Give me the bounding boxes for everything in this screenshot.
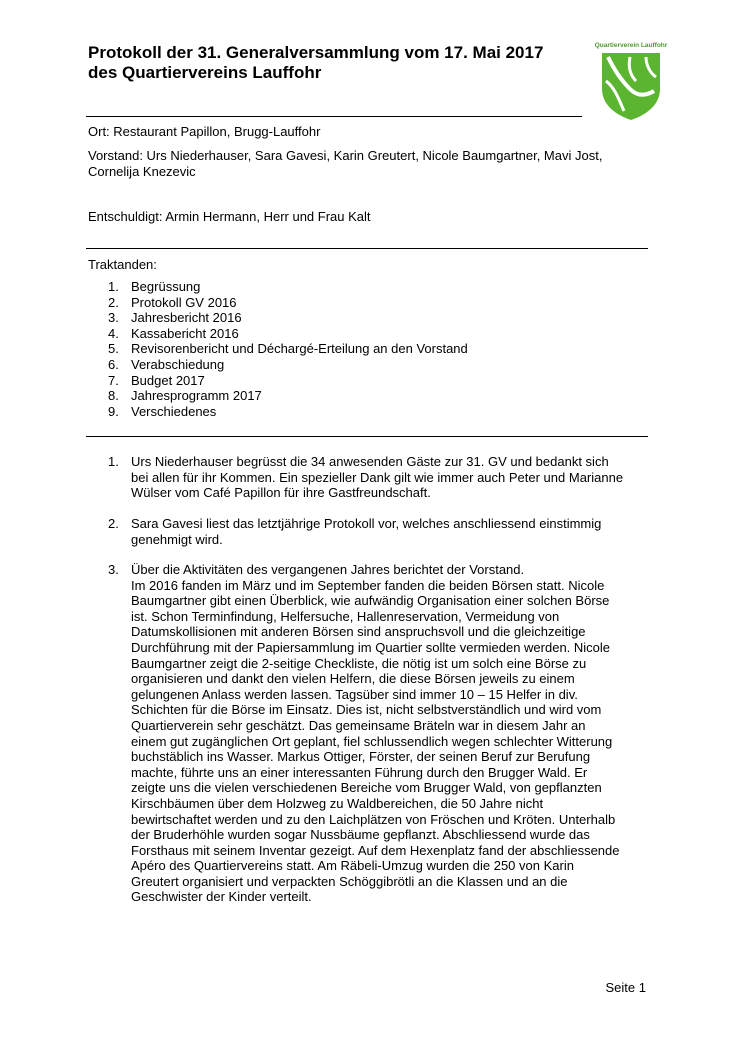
agenda-item (88, 357, 468, 373)
agenda-item (88, 326, 468, 342)
agenda-item-label: Jahresbericht 2016 (131, 310, 242, 326)
text-line: Apéro des Quartiervereins statt. Am Räbeli-Umzug wurden die 250 von Karin (131, 858, 574, 874)
document-title (88, 43, 588, 83)
text-line: Baumgartner gibt einen Überblick, wie aufwändig Organisation einer solchen Börse (131, 593, 610, 609)
minutes-item (88, 516, 658, 547)
text-line: machte, führte uns an einer interessanten Führung durch den Brugger Wald. Er (131, 764, 588, 780)
agenda-item-label: Verschiedenes (131, 403, 217, 419)
agenda-item-label: Begrüssung (131, 279, 201, 294)
minutes-item (88, 562, 658, 905)
agenda-heading: Traktanden: (88, 257, 157, 272)
agenda-item (88, 295, 468, 311)
logo-text: Quartierverein Lauffohr (594, 42, 668, 49)
agenda-item-label: Revisorenbericht und Déchargé-Erteilung an den Vorstand (131, 341, 468, 357)
agenda-item (88, 310, 468, 326)
agenda-list (88, 279, 468, 419)
text-line: zeigte uns die vielen verschiedenen Bereiche vom Brugger Wald, von gepflanzten (131, 780, 602, 796)
text-line: der Bruderhöhle wurden sogar Nussbäume gepflanzt. Abschliessend wurde das (131, 827, 590, 843)
text-line: Forsthaus mit seinem Inventar gezeigt. Auf dem Hexenplatz fand der abschliessende (131, 842, 620, 858)
agenda-item-label: Budget 2017 (131, 372, 205, 388)
text-line: Baumgartner zeigt die 2-seitige Checkliste, die nötig ist um solch eine Börse zu (131, 655, 587, 671)
agenda-item-number: 1. (108, 279, 119, 294)
agenda-item-number: 6. (108, 356, 119, 372)
text-line: Sara Gavesi liest das letztjährige Protokoll vor, welches anschliessend einstimmig (131, 516, 602, 531)
text-line: Quartierverein sehr geschätzt. Das gemeinsame Bräteln war in diesem Jahr an (131, 717, 586, 733)
excused-line: Entschuldigt: Armin Hermann, Herr und Frau Kalt (88, 209, 371, 224)
text-line: einem gut zugänglichen Ort geplant, fiel schlussendlich wegen schlechter Witterung (131, 733, 613, 749)
text-line: gelungenen Anlass werden lassen. Tagsüber sind immer 10 – 15 Helfer in div. (131, 686, 578, 702)
text-line: Geschwister der Kinder verteilt. (131, 889, 312, 905)
text-line: genehmigt wird. (131, 531, 223, 547)
board-line-2: Cornelija Knezevic (88, 164, 196, 179)
agenda-item-label: Jahresprogramm 2017 (131, 388, 262, 404)
agenda-item (88, 279, 468, 295)
text-line: bewirtschaftet werden und zu den Laichplätzen von Fröschen und Kröten. Unterhalb (131, 811, 616, 827)
title-line-1: Protokoll der 31. Generalversammlung vom 17. Mai 2017 (88, 43, 544, 62)
minutes-item-number: 3. (108, 562, 119, 577)
agenda-item (88, 404, 468, 420)
agenda-item (88, 388, 468, 404)
minutes-item-text (131, 454, 658, 501)
agenda-item-label: Kassabericht 2016 (131, 325, 239, 341)
minutes-item (88, 454, 658, 501)
agenda-item-number: 2. (108, 294, 119, 310)
agenda-item-number: 3. (108, 310, 119, 326)
agenda-item-label: Protokoll GV 2016 (131, 294, 237, 310)
text-line: Über die Aktivitäten des vergangenen Jahres berichtet der Vorstand. (131, 562, 525, 577)
text-line: Greutert organisiert und verpackten Schöggibrötli an die Klassen und an die (131, 873, 568, 889)
club-logo (590, 42, 672, 122)
agenda-item-number: 7. (108, 372, 119, 388)
header-divider (86, 116, 582, 117)
agenda-item-number: 8. (108, 388, 119, 404)
page-number: Seite 1 (605, 980, 646, 995)
minutes-item-number: 1. (108, 454, 119, 469)
text-line: bei allen für ihr Kommen. Ein spezieller Dank gilt wie immer auch Peter und Marianne (131, 469, 624, 485)
agenda-item-label: Verabschiedung (131, 356, 225, 372)
text-line: Im 2016 fanden im März und im September fanden die beiden Börsen statt. Nicole (131, 577, 605, 593)
minutes-item-number: 2. (108, 516, 119, 531)
agenda-item-number: 9. (108, 403, 119, 419)
section-divider-1 (86, 248, 648, 249)
text-line: Urs Niederhauser begrüsst die 34 anwesenden Gäste zur 31. GV und bedankt sich (131, 454, 609, 469)
minutes-item-text (131, 516, 658, 547)
agenda-item-number: 4. (108, 325, 119, 341)
text-line: organisieren und dankt den vielen Helfern, die diese Börsen jeweils zu einem (131, 671, 575, 687)
minutes-item-text (131, 562, 658, 905)
shield-icon (600, 51, 662, 121)
location-line: Ort: Restaurant Papillon, Brugg-Lauffohr (88, 124, 321, 139)
agenda-item-number: 5. (108, 341, 119, 357)
text-line: Durchführung mit der Papiersammlung im Quartier sollte vermieden werden. Nicole (131, 639, 611, 655)
text-line: ist. Schon Terminfindung, Helfersuche, Hallenreservation, Vermeidung von (131, 608, 560, 624)
text-line: buchstäblich ins Wasser. Markus Ottiger, Förster, der seinen Beruf zur Berufung (131, 749, 591, 765)
text-line: Wülser vom Café Papillon für ihre Gastfreundschaft. (131, 485, 431, 501)
agenda-item (88, 373, 468, 389)
text-line: Schichten für die Börse im Einsatz. Dies ist, nicht selbstverständlich und wird vom (131, 702, 602, 718)
agenda-item (88, 341, 468, 357)
title-line-2: des Quartiervereins Lauffohr (88, 63, 322, 82)
board-line-1: Vorstand: Urs Niederhauser, Sara Gavesi, Karin Greutert, Nicole Baumgartner, Mavi Jost, (88, 148, 603, 163)
text-line: Kirschbäumen über dem Holzweg zu Waldbereichen, die 50 Jahre nicht (131, 795, 544, 811)
text-line: Datumskollisionen mit anderen Börsen sind anspruchsvoll und die gleichzeitige (131, 624, 586, 640)
section-divider-2 (86, 436, 648, 437)
